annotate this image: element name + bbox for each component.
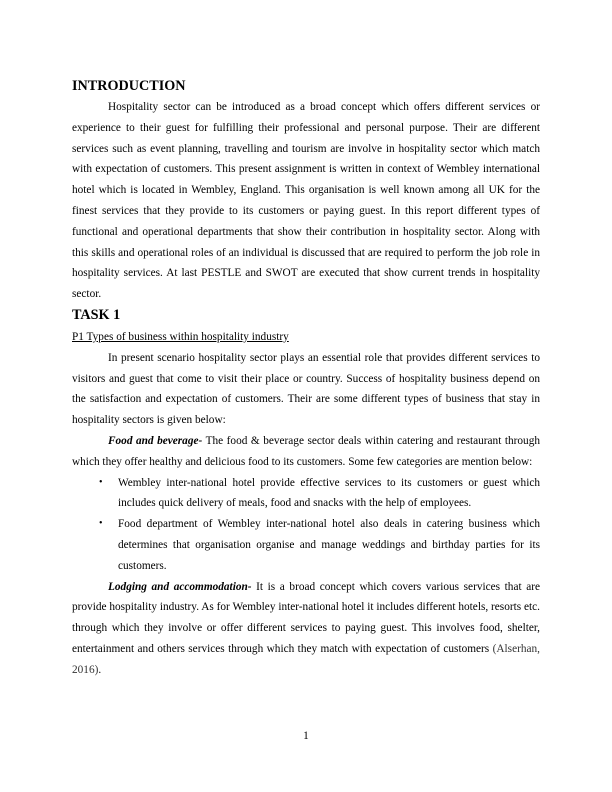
introduction-heading: INTRODUCTION: [72, 78, 186, 94]
lodging-text: It is a broad concept which covers various services that are provide hospitality industry. As for Wembley inter-national hotel it includes different hotels, resorts etc. through which they involve or offer different services to paying guest. This involves food, shelter, entertainment and others services through which they match with expectation of customers: [72, 580, 540, 655]
citation: (Alserhan, 2016): [72, 642, 540, 676]
food-beverage-paragraph: [72, 431, 540, 473]
bullet-icon: •: [99, 518, 103, 530]
food-beverage-term: Food and beverage-: [108, 434, 203, 447]
task1-heading: TASK 1: [72, 306, 121, 323]
task1-intro-paragraph: In present scenario hospitality sector plays an essential role that provides different services to visitors and guest that come to visit their place or country. Success of hospitality business depend on the satisfaction and expectation of customers. Their are some different types of business that stay in hospitality sectors is given below:: [72, 351, 540, 427]
lodging-term: Lodging and accommodation-: [108, 580, 252, 593]
food-beverage-text: The food & beverage sector deals within catering and restaurant through which they offer healthy and delicious food to its customers. Some few categories are mention below:: [72, 434, 541, 468]
introduction-paragraph: Hospitality sector can be introduced as a broad concept which offers different services or experience to their guest for fulfilling their professional and personal purpose. Their are different services such as event planning, travelling and tourism are involve in hospitality sector which match with expectation of customers. This present assignment is written in context of Wembley international hotel which is located in Wembley, England. This organisation is well known among all UK for the finest services that they provide to its customers or paying guest. In this report different types of functional and operational departments that show their contribution in hospitality sector. Along with this skills and operational roles of an individual is discussed that are required to perform the job role in hospitality services. At last PESTLE and SWOT are executed that show current trends in hospitality sector.: [72, 101, 540, 301]
list-item: [72, 473, 540, 515]
bullet-list: [72, 473, 540, 577]
page-content: [72, 76, 540, 681]
lodging-paragraph: [72, 577, 540, 681]
bullet-text: Food department of Wembley inter-national hotel also deals in catering business which determines that organisation organise and manage weddings and birthday parties for its customers.: [118, 518, 540, 572]
p1-subheading: P1 Types of business within hospitality industry: [72, 330, 289, 343]
lodging-end: .: [98, 663, 102, 676]
page-number: 1: [303, 730, 309, 742]
bullet-icon: •: [99, 476, 103, 488]
bullet-text: Wembley inter-national hotel provide effective services to its customers or guest which includes quick delivery of meals, food and snacks with the help of employees.: [118, 476, 540, 510]
list-item: [72, 514, 540, 576]
